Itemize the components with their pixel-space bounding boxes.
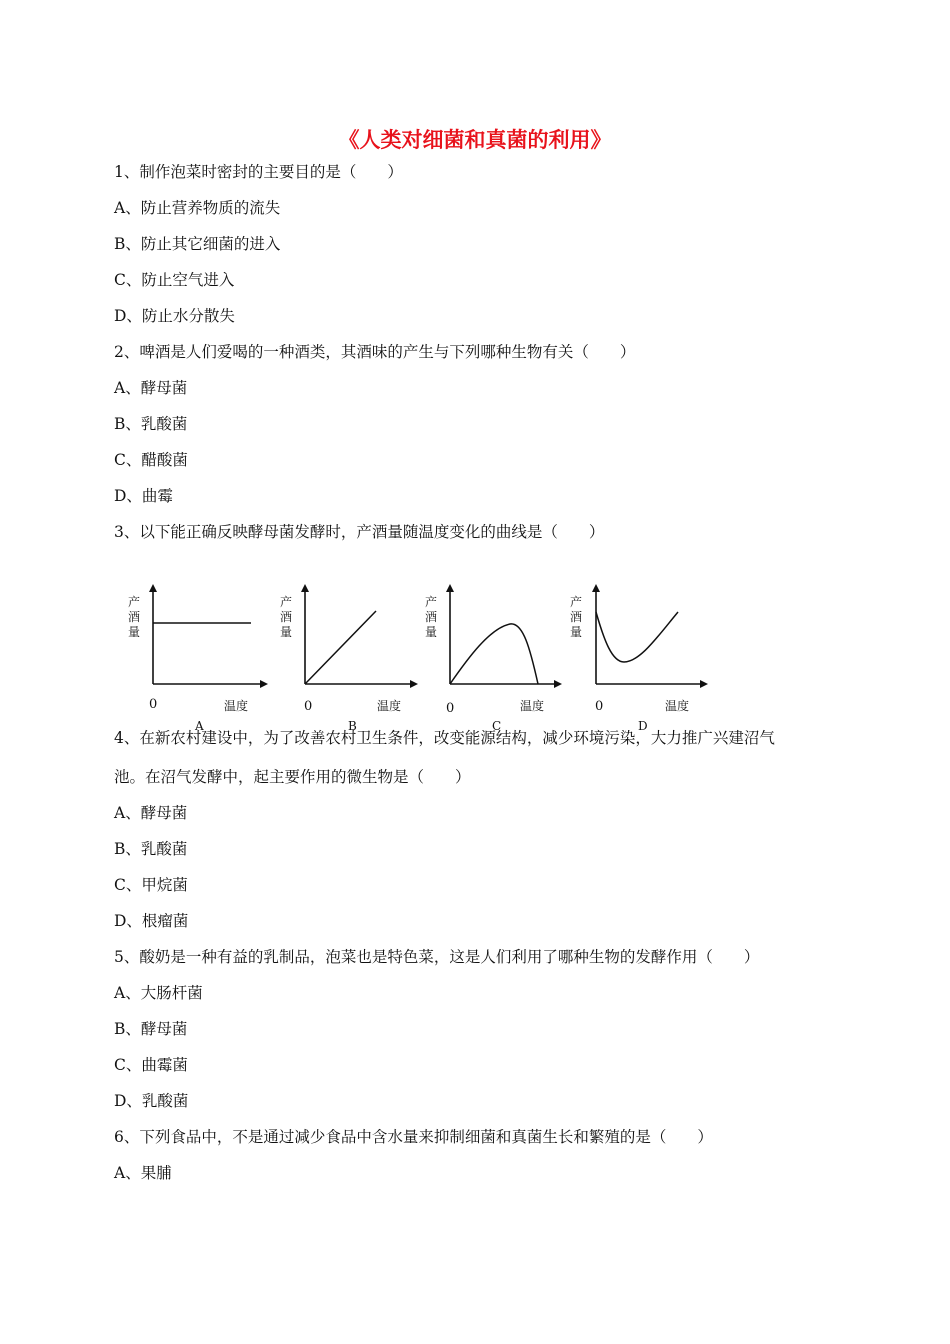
- question-1-option-d: D、防止水分散失: [114, 307, 235, 325]
- graph-c: [425, 586, 560, 733]
- graph-c-ylabel-1: 产: [425, 595, 438, 609]
- graph-c-curve: [450, 624, 538, 684]
- question-2-option-a: A、酵母菌: [114, 379, 188, 397]
- graph-b: [280, 586, 416, 733]
- question-1-option-a: A、防止营养物质的流失: [114, 199, 281, 217]
- question-5-option-d: D、乳酸菌: [114, 1092, 189, 1110]
- graph-c-ylabel-3: 量: [425, 625, 438, 639]
- graph-c-label: C: [492, 719, 502, 733]
- question-4-option-b: B、乳酸菌: [114, 840, 188, 858]
- graph-d-ylabel-3: 量: [570, 625, 583, 639]
- question-6-stem: 6、下列食品中，不是通过减少食品中含水量来抑制细菌和真菌生长和繁殖的是（ ）: [114, 1128, 713, 1146]
- question-5-option-c: C、曲霉菌: [114, 1056, 188, 1074]
- graph-d-xlabel: 温度: [665, 699, 690, 713]
- graph-b-ylabel-2: 酒: [280, 610, 293, 624]
- question-3-stem: 3、以下能正确反映酵母菌发酵时，产酒量随温度变化的曲线是（ ）: [114, 523, 605, 541]
- graph-c-xlabel: 温度: [520, 699, 545, 713]
- graph-b-ylabel-3: 量: [280, 625, 293, 639]
- graph-a-ylabel-3: 量: [128, 625, 141, 639]
- question-1-option-c: C、防止空气进入: [114, 271, 235, 289]
- question-5-stem: 5、酸奶是一种有益的乳制品，泡菜也是特色菜，这是人们利用了哪种生物的发酵作用（ ）: [114, 948, 760, 966]
- question-1-stem: 1、制作泡菜时密封的主要目的是（ ）: [114, 163, 403, 181]
- graph-b-ylabel-1: 产: [280, 595, 293, 609]
- graph-d-origin: 0: [595, 699, 604, 714]
- graph-a: [128, 586, 266, 733]
- graph-d: [570, 586, 706, 733]
- question-2-option-d: D、曲霉: [114, 487, 173, 505]
- graph-d-label: D: [638, 719, 648, 733]
- question-5-option-b: B、酵母菌: [114, 1020, 188, 1038]
- question-6-option-a: A、果脯: [114, 1164, 172, 1182]
- graph-d-ylabel-1: 产: [570, 595, 583, 609]
- page-title: 《人类对细菌和真菌的利用》: [338, 128, 612, 152]
- graph-b-label: B: [348, 719, 357, 733]
- graph-a-xlabel: 温度: [224, 699, 249, 713]
- temperature-graphs: [118, 578, 718, 738]
- graph-b-origin: 0: [304, 699, 313, 714]
- question-4-option-d: D、根瘤菌: [114, 912, 189, 930]
- question-4-stem-cont: 池。在沼气发酵中，起主要作用的微生物是（ ）: [114, 768, 471, 786]
- question-2-stem: 2、啤酒是人们爱喝的一种酒类，其酒味的产生与下列哪种生物有关（ ）: [114, 343, 636, 361]
- graph-b-curve: [305, 611, 376, 684]
- question-1-option-b: B、防止其它细菌的进入: [114, 235, 281, 253]
- graph-a-ylabel-1: 产: [128, 595, 141, 609]
- graph-a-ylabel-2: 酒: [128, 610, 141, 624]
- question-2-option-b: B、乳酸菌: [114, 415, 188, 433]
- question-4-stem: 4、在新农村建设中，为了改善农村卫生条件，改变能源结构，减少环境污染，大力推广兴建沼气: [114, 729, 775, 747]
- graph-a-label: A: [195, 719, 204, 733]
- graph-d-ylabel-2: 酒: [570, 610, 583, 624]
- graph-d-curve: [596, 612, 678, 662]
- question-2-option-c: C、醋酸菌: [114, 451, 188, 469]
- graph-a-origin: 0: [149, 697, 158, 712]
- question-5-option-a: A、大肠杆菌: [114, 984, 203, 1002]
- question-4-option-c: C、甲烷菌: [114, 876, 188, 894]
- question-4-option-a: A、酵母菌: [114, 804, 188, 822]
- graph-b-xlabel: 温度: [377, 699, 402, 713]
- graph-c-ylabel-2: 酒: [425, 610, 438, 624]
- graph-c-origin: 0: [446, 701, 455, 716]
